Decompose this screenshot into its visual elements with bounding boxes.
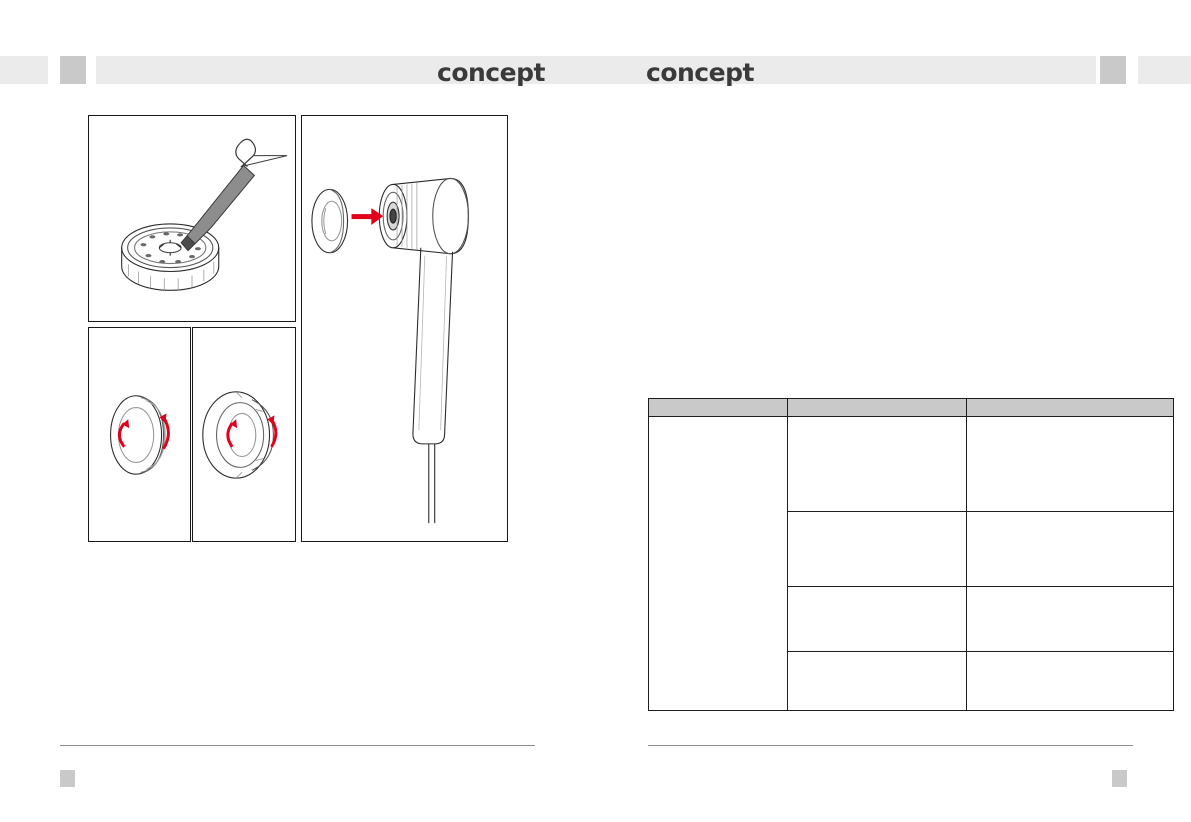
footer-marker-right	[1112, 770, 1127, 787]
figure-panel-rotate-cover	[88, 327, 191, 542]
specification-table	[648, 398, 1174, 711]
band-marker-left	[60, 56, 86, 84]
rotate-filter-cover-icon	[89, 328, 190, 541]
footer-rule-right	[648, 745, 1133, 746]
table-header-row	[649, 399, 1174, 417]
attach-filter-to-hairdryer-icon	[302, 116, 507, 541]
table-cell-solution	[967, 652, 1174, 711]
table-header-cell-2	[788, 399, 967, 417]
table-cell-solution	[967, 417, 1174, 512]
footer-rule-left	[60, 745, 535, 746]
rotate-inner-ring-icon	[193, 328, 295, 541]
header-band	[0, 56, 1191, 84]
band-segment-main	[96, 56, 1096, 84]
footer-marker-left	[60, 770, 75, 787]
brand-logo-right: concept	[646, 58, 754, 87]
brand-logo-left: concept	[437, 58, 545, 87]
cleaning-filter-with-brush-icon	[89, 116, 295, 321]
table-header-cell-1	[649, 399, 788, 417]
table-cell-problem	[788, 587, 967, 652]
table-cell-category	[649, 417, 788, 711]
table-header-cell-3	[967, 399, 1174, 417]
figure-panel-cleaning-filter	[88, 115, 296, 322]
band-segment-left	[0, 56, 48, 84]
table-cell-problem	[788, 512, 967, 587]
figure-panel-rotate-inner-ring	[192, 327, 296, 542]
table-cell-problem	[788, 652, 967, 711]
figure-panel-attach-filter	[301, 115, 508, 542]
table-cell-solution	[967, 512, 1174, 587]
red-direction-arrow	[352, 208, 384, 225]
table-cell-problem	[788, 417, 967, 512]
band-marker-right	[1100, 56, 1126, 84]
table-row	[649, 417, 1174, 512]
table-cell-solution	[967, 587, 1174, 652]
band-segment-right	[1138, 56, 1191, 84]
